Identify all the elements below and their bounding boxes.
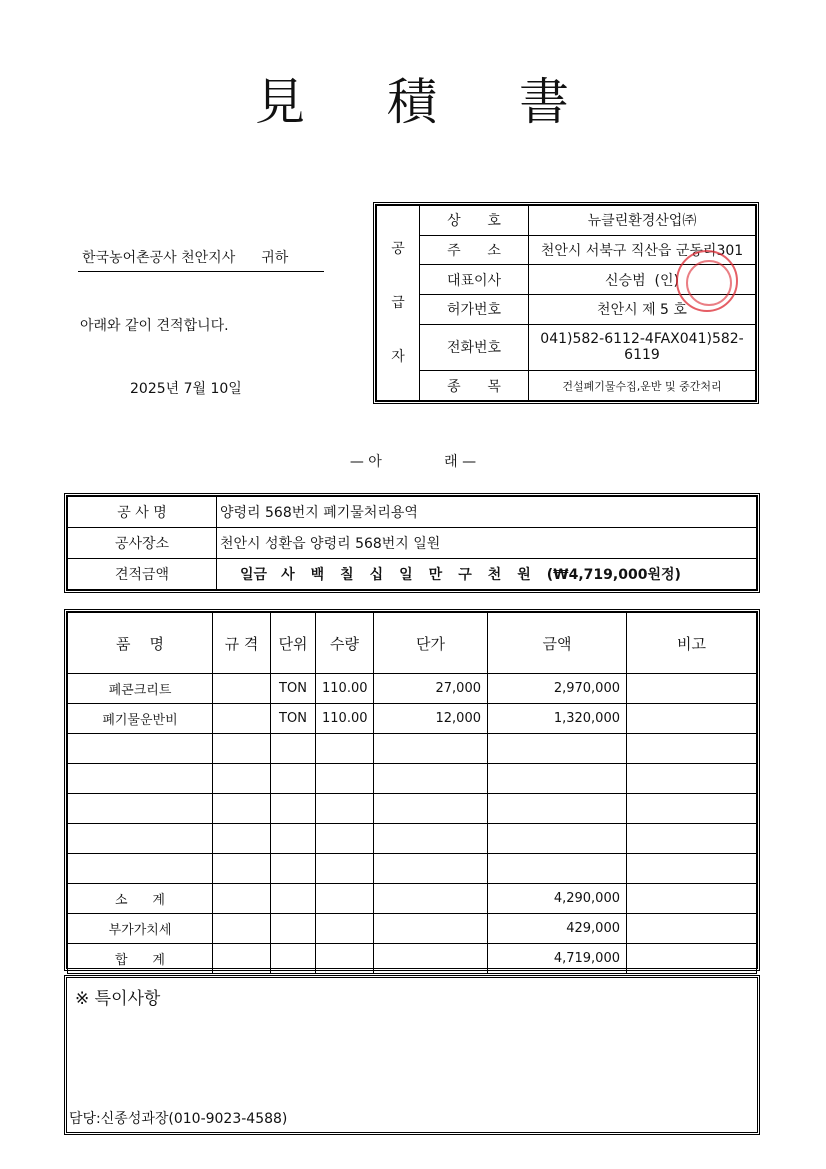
items-header-cell: 단가 xyxy=(374,613,488,674)
supplier-label: 전화번호 xyxy=(420,324,529,371)
table-cell xyxy=(627,884,757,914)
table-cell xyxy=(316,944,374,974)
table-cell xyxy=(271,734,316,764)
title-char-3: 書 xyxy=(519,73,571,131)
table-cell xyxy=(213,734,271,764)
table-cell xyxy=(627,944,757,974)
table-cell xyxy=(213,674,271,704)
table-cell xyxy=(374,884,488,914)
table-row xyxy=(68,794,757,824)
table-cell xyxy=(488,794,627,824)
recipient xyxy=(78,247,324,272)
table-cell: 429,000 xyxy=(488,914,627,944)
table-cell xyxy=(488,854,627,884)
table-cell: 110.00 xyxy=(316,674,374,704)
project-name-label: 공 사 명 xyxy=(68,497,217,528)
company-seal-stamp xyxy=(676,250,738,312)
table-cell xyxy=(627,764,757,794)
items-header-cell: 규 격 xyxy=(213,613,271,674)
table-cell: 부가가치세 xyxy=(68,914,213,944)
table-cell xyxy=(316,854,374,884)
items-header-cell: 단위 xyxy=(271,613,316,674)
table-cell: 1,320,000 xyxy=(488,704,627,734)
document-title xyxy=(0,62,826,134)
table-cell xyxy=(213,704,271,734)
table-cell xyxy=(627,704,757,734)
table-cell: TON xyxy=(271,704,316,734)
table-cell xyxy=(213,884,271,914)
notes-heading: ※ 특이사항 xyxy=(75,989,161,1009)
supplier-label: 주 소 xyxy=(420,235,529,265)
items-header-cell: 수량 xyxy=(316,613,374,674)
table-cell: 폐기물운반비 xyxy=(68,704,213,734)
table-cell xyxy=(627,824,757,854)
table-row xyxy=(68,674,757,704)
table-cell xyxy=(271,824,316,854)
table-cell xyxy=(316,884,374,914)
table-cell xyxy=(316,914,374,944)
amount-korean: 사백칠십일만구천원 xyxy=(281,567,547,583)
table-cell xyxy=(213,764,271,794)
table-cell: 12,000 xyxy=(374,704,488,734)
table-cell xyxy=(488,764,627,794)
contact-info: 담당:신종성과장(010-9023-4588) xyxy=(69,1111,288,1127)
table-cell xyxy=(213,854,271,884)
intro-text: 아래와 같이 견적합니다. xyxy=(80,318,229,334)
table-cell xyxy=(374,794,488,824)
title-char-1: 見 xyxy=(255,73,307,131)
supplier-ceo: 신승범 (인) xyxy=(529,265,756,295)
supplier-label: 대표이사 xyxy=(420,265,529,295)
supplier-phone: 041)582-6112-4FAX041)582-6119 xyxy=(529,324,756,371)
table-cell xyxy=(271,764,316,794)
table-row xyxy=(68,854,757,884)
title-char-2: 積 xyxy=(387,73,439,131)
table-cell xyxy=(68,764,213,794)
supplier-business-type: 건설폐기물수집,운반 및 중간처리 xyxy=(529,371,756,401)
table-cell xyxy=(68,824,213,854)
items-header-cell: 품 명 xyxy=(68,613,213,674)
table-cell xyxy=(374,734,488,764)
supplier-address: 천안시 서북구 직산읍 군동리301 xyxy=(529,235,756,265)
table-cell xyxy=(627,734,757,764)
table-cell xyxy=(488,734,627,764)
supplier-label: 허가번호 xyxy=(420,294,529,324)
table-cell xyxy=(271,794,316,824)
table-cell xyxy=(271,854,316,884)
items-table xyxy=(64,609,760,971)
supplier-company: 뉴클린환경산업㈜ xyxy=(529,206,756,236)
table-cell xyxy=(213,914,271,944)
table-cell xyxy=(271,884,316,914)
table-cell: TON xyxy=(271,674,316,704)
table-row xyxy=(68,944,757,974)
table-cell xyxy=(374,824,488,854)
table-cell xyxy=(213,824,271,854)
items-header-cell: 금액 xyxy=(488,613,627,674)
table-cell xyxy=(68,794,213,824)
table-cell xyxy=(627,914,757,944)
project-location: 천안시 성환읍 양령리 568번지 일원 xyxy=(217,528,757,559)
below-label: — 아 래 — xyxy=(349,454,477,470)
table-row xyxy=(68,704,757,734)
table-cell xyxy=(68,854,213,884)
table-cell: 27,000 xyxy=(374,674,488,704)
quote-amount xyxy=(217,559,757,590)
table-row xyxy=(68,884,757,914)
supplier-label: 종 목 xyxy=(420,371,529,401)
table-row xyxy=(68,824,757,854)
supplier-side-label: 공 급 자 xyxy=(377,206,420,401)
amount-numeric: (₩4,719,000원정) xyxy=(546,567,681,583)
project-location-label: 공사장소 xyxy=(68,528,217,559)
table-cell: 폐콘크리트 xyxy=(68,674,213,704)
quote-date: 2025년 7월 10일 xyxy=(130,381,242,397)
table-cell xyxy=(488,824,627,854)
project-name: 양령리 568번지 폐기물처리용역 xyxy=(217,497,757,528)
notes-box xyxy=(64,975,760,1135)
amount-prefix: 일금 xyxy=(240,567,268,583)
table-cell xyxy=(213,944,271,974)
table-cell xyxy=(316,824,374,854)
table-cell: 110.00 xyxy=(316,704,374,734)
project-info-table xyxy=(64,493,760,593)
items-header-cell: 비고 xyxy=(627,613,757,674)
table-cell xyxy=(627,854,757,884)
table-row xyxy=(68,764,757,794)
quote-amount-label: 견적금액 xyxy=(68,559,217,590)
table-cell: 4,290,000 xyxy=(488,884,627,914)
table-cell xyxy=(271,944,316,974)
table-cell xyxy=(374,764,488,794)
table-cell xyxy=(271,914,316,944)
table-cell xyxy=(213,794,271,824)
recipient-honorific: 귀하 xyxy=(261,250,289,266)
table-cell xyxy=(316,734,374,764)
table-cell xyxy=(316,794,374,824)
supplier-license: 천안시 제 5 호 xyxy=(529,294,756,324)
table-cell xyxy=(374,914,488,944)
table-cell: 4,719,000 xyxy=(488,944,627,974)
table-cell xyxy=(374,854,488,884)
table-cell xyxy=(374,944,488,974)
recipient-name: 한국농어촌공사 천안지사 xyxy=(82,250,236,266)
table-cell: 2,970,000 xyxy=(488,674,627,704)
supplier-label: 상 호 xyxy=(420,206,529,236)
table-cell xyxy=(316,764,374,794)
table-cell xyxy=(627,674,757,704)
table-cell: 합 계 xyxy=(68,944,213,974)
table-cell xyxy=(627,794,757,824)
table-row xyxy=(68,734,757,764)
table-cell: 소 계 xyxy=(68,884,213,914)
table-row xyxy=(68,914,757,944)
table-cell xyxy=(68,734,213,764)
